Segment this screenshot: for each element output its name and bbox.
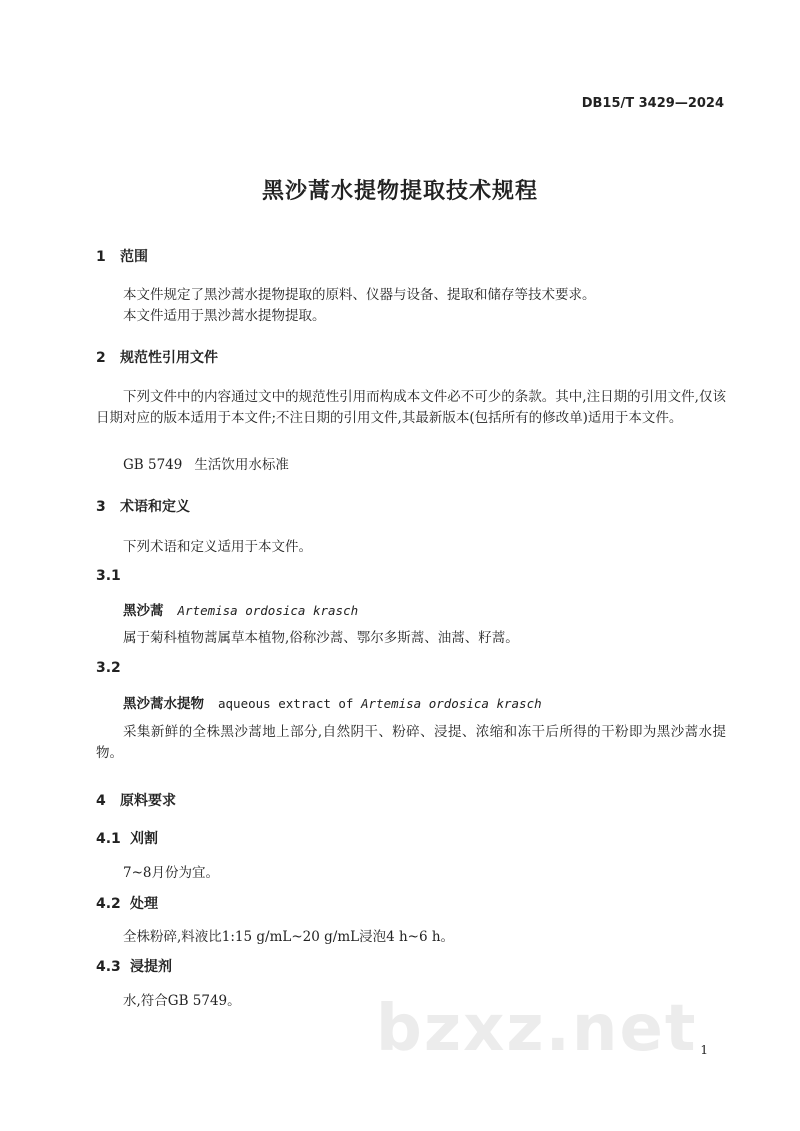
- section-heading-4: [96, 790, 176, 810]
- section-number: 2: [96, 350, 106, 366]
- subsection-heading: [96, 893, 158, 913]
- section-title: 术语和定义: [120, 499, 190, 515]
- section-number: 1: [96, 249, 106, 265]
- paragraph: 本文件适用于黑沙蒿水提物提取。: [123, 308, 326, 324]
- subsection-title: 处理: [130, 896, 158, 912]
- term-chinese: 黑沙蒿水提物: [123, 696, 204, 712]
- reference-code: GB 5749: [123, 457, 183, 473]
- paragraph: 水,符合GB 5749。: [123, 993, 241, 1009]
- section-number: 4: [96, 793, 106, 809]
- section-heading-2: [96, 347, 218, 367]
- watermark: bzxz.net: [376, 992, 698, 1066]
- section-heading-3: [96, 496, 190, 516]
- term-number: 3.2: [96, 660, 121, 676]
- subsection-number: 4.1: [96, 831, 121, 847]
- term-definition: 采集新鲜的全株黑沙蒿地上部分,自然阴干、粉碎、浸提、浓缩和冻干后所得的干粉即为黑沙蒿水提物。: [96, 724, 726, 761]
- paragraph: 下列文件中的内容通过文中的规范性引用而构成本文件必不可少的条款。其中,注日期的引用文件,仅该日期对应的版本适用于本文件;不注日期的引用文件,其最新版本(包括所有的修改单)适用于本文件。: [96, 389, 726, 426]
- term-english-italic: Artemisa ordosica krasch: [361, 696, 542, 711]
- term-english: [218, 696, 542, 711]
- term-english: Artemisa ordosica krasch: [177, 603, 359, 618]
- subsection-heading: [96, 828, 158, 848]
- document-number: DB15/T 3429—2024: [581, 96, 724, 111]
- paragraph: 全株粉碎,料液比1:15 g/mL~20 g/mL浸泡4 h~6 h。: [123, 929, 455, 945]
- paragraph: 7~8月份为宜。: [123, 865, 219, 881]
- section-title: 原料要求: [120, 793, 176, 809]
- term-english-prefix: aqueous extract of: [218, 696, 361, 711]
- normative-reference: [123, 453, 289, 473]
- reference-title: 生活饮用水标准: [194, 457, 289, 473]
- paragraph: 本文件规定了黑沙蒿水提物提取的原料、仪器与设备、提取和储存等技术要求。: [123, 287, 596, 303]
- term-definition: 属于菊科植物蒿属草本植物,俗称沙蒿、鄂尔多斯蒿、油蒿、籽蒿。: [123, 630, 519, 646]
- page-title: 黑沙蒿水提物提取技术规程: [261, 179, 538, 204]
- page-number: 1: [700, 1043, 708, 1057]
- term-number: 3.1: [96, 568, 121, 584]
- paragraph: 下列术语和定义适用于本文件。: [123, 539, 312, 555]
- term-heading: [123, 599, 358, 619]
- subsection-title: 刈割: [130, 831, 158, 847]
- subsection-number: 4.2: [96, 896, 121, 912]
- section-heading-1: [96, 246, 148, 266]
- term-heading: [123, 692, 542, 712]
- subsection-number: 4.3: [96, 959, 121, 975]
- section-number: 3: [96, 499, 106, 515]
- term-chinese: 黑沙蒿: [123, 603, 164, 619]
- section-title: 规范性引用文件: [120, 350, 218, 366]
- subsection-title: 浸提剂: [130, 959, 172, 975]
- subsection-heading: [96, 956, 172, 976]
- section-title: 范围: [120, 249, 148, 265]
